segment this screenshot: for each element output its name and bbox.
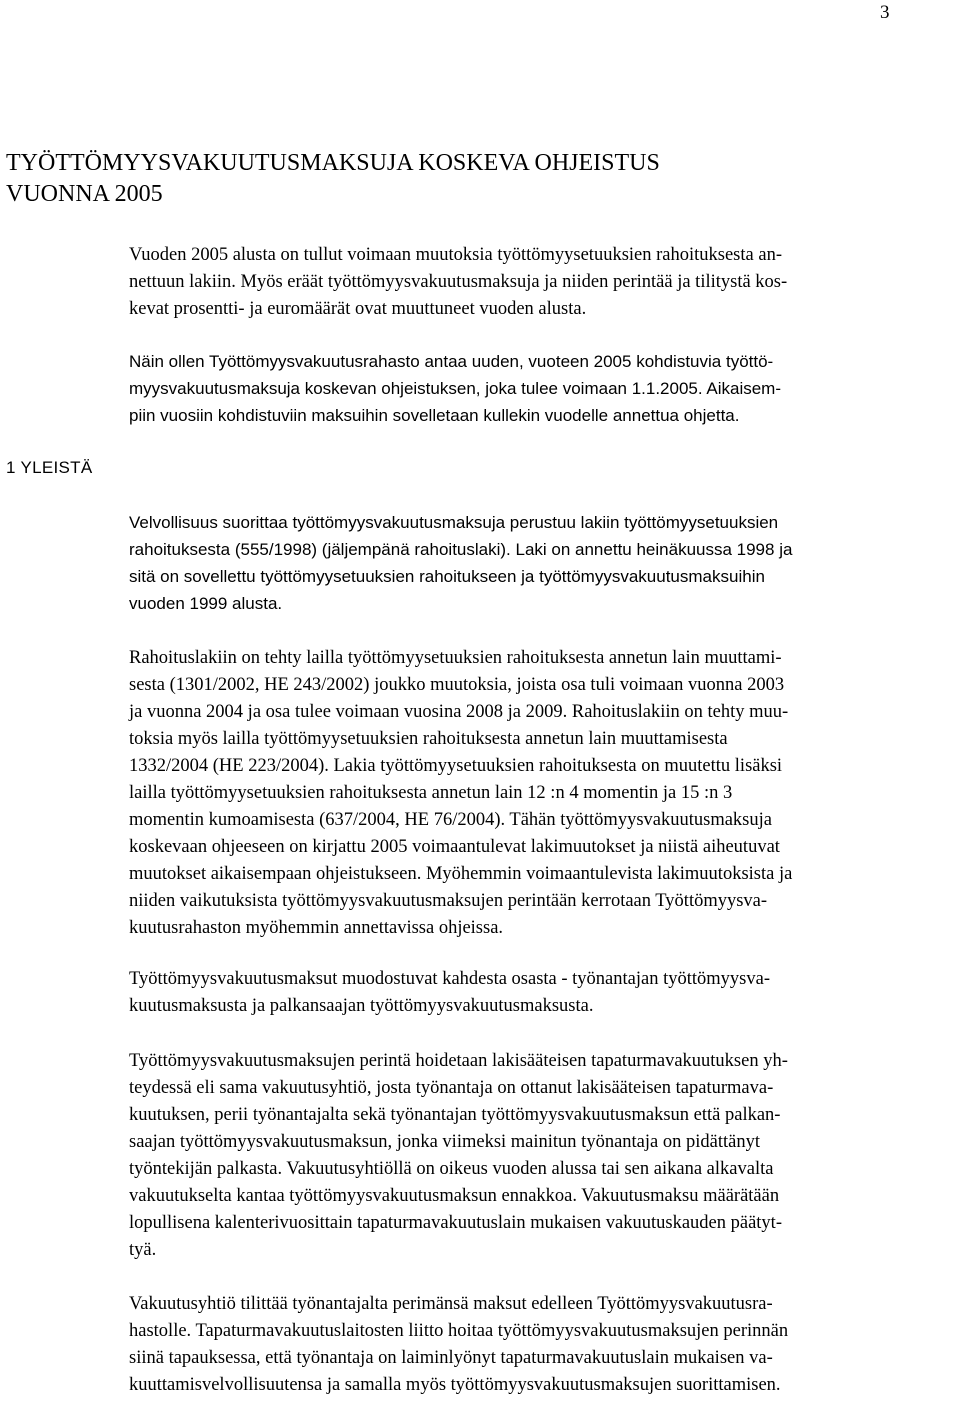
text-line: lopullisena kalenterivuosittain tapaturmavakuutuslain mukaisen vakuutuskauden päätyt-	[129, 1213, 782, 1233]
text-line: 1332/2004 (HE 223/2004). Lakia työttömyysetuuksien rahoituksesta on muutettu lisäksi	[129, 756, 783, 776]
title-line: VUONNA 2005	[6, 181, 163, 207]
text-line: kevat prosentti- ja euromäärät ovat muuttuneet vuoden alusta.	[129, 299, 587, 319]
text-line: vuoden 1999 alusta.	[129, 594, 283, 613]
text-line: tyä.	[129, 1240, 157, 1260]
text-line: Näin ollen Työttömyysvakuutusrahasto antaa uuden, vuoteen 2005 kohdistuvia työttö-	[129, 352, 774, 371]
text-line: kuutusmaksusta ja palkansaajan työttömyysvakuutusmaksusta.	[129, 996, 594, 1016]
text-line: ja vuonna 2004 ja osa tulee voimaan vuosina 2008 ja 2009. Rahoituslakiin on tehty muu-	[129, 702, 789, 722]
text-line: myysvakuutusmaksuja koskevan ohjeistuksen, joka tulee voimaan 1.1.2005. Aikaisem-	[129, 379, 782, 398]
text-line: kuuttamisvelvollisuutensa ja samalla myös työttömyysvakuutusmaksujen suorittamisen.	[129, 1375, 781, 1395]
text-line: saajan työttömyysvakuutusmaksun, jonka viimeksi mainitun työnantaja on pidättänyt	[129, 1132, 760, 1152]
document-title	[6, 148, 906, 210]
text-line: Vuoden 2005 alusta on tullut voimaan muutoksia työttömyysetuuksien rahoituksesta an-	[129, 245, 782, 265]
section-paragraph	[129, 645, 951, 942]
text-line: vakuutukselta kantaa työttömyysvakuutusmaksun ennakkoa. Vakuutusmaksu määrätään	[129, 1186, 780, 1206]
text-line: momentin kumoamisesta (637/2004, HE 76/2004). Tähän työttömyysvakuutusmaksuja	[129, 810, 772, 830]
section-paragraph	[129, 966, 951, 1020]
page-number: 3	[880, 2, 890, 23]
text-line: kuutuksen, perii työnantajalta sekä työnantajan työttömyysvakuutusmaksun että palkan-	[129, 1105, 781, 1125]
text-line: teydessä eli sama vakuutusyhtiö, josta työnantaja on ottanut lakisääteisen tapaturmava-	[129, 1078, 774, 1098]
text-line: niiden vaikutuksista työttömyysvakuutusmaksujen perintään kerrotaan Työttömyysva-	[129, 891, 768, 911]
intro-paragraph	[129, 242, 951, 323]
text-line: sesta (1301/2002, HE 243/2002) joukko muutoksia, joista osa tuli voimaan vuonna 2003	[129, 675, 785, 695]
title-line: TYÖTTÖMYYSVAKUUTUSMAKSUJA KOSKEVA OHJEISTUS	[6, 150, 660, 176]
text-line: rahoituksesta (555/1998) (jäljempänä rahoituslaki). Laki on annettu heinäkuussa 1998 ja	[129, 540, 793, 559]
text-line: sitä on sovellettu työttömyysetuuksien rahoitukseen ja työttömyysvakuutusmaksuihin	[129, 567, 765, 586]
section-paragraph	[129, 1048, 951, 1264]
text-line: Velvollisuus suorittaa työttömyysvakuutusmaksuja perustuu lakiin työttömyysetuuksien	[129, 513, 779, 532]
text-line: piin vuosiin kohdistuviin maksuihin sovelletaan kullekin vuodelle annettua ohjetta.	[129, 406, 740, 425]
text-line: työntekijän palkasta. Vakuutusyhtiöllä on oikeus vuoden alussa tai sen aikana alkavalta	[129, 1159, 774, 1179]
text-line: lailla työttömyysetuuksien rahoituksesta annetun lain 12 :n 4 momentin ja 15 :n 3	[129, 783, 733, 803]
intro-paragraph	[129, 348, 951, 429]
text-line: Vakuutusyhtiö tilittää työnantajalta perimänsä maksut edelleen Työttömyysvakuutusra-	[129, 1294, 773, 1314]
text-line: Rahoituslakiin on tehty lailla työttömyysetuuksien rahoituksesta annetun lain muuttami-	[129, 648, 782, 668]
text-line: kuutusrahaston myöhemmin annettavissa ohjeissa.	[129, 918, 504, 938]
text-line: Työttömyysvakuutusmaksut muodostuvat kahdesta osasta - työnantajan työttömyysva-	[129, 969, 770, 989]
text-line: toksia myös lailla työttömyysetuuksien rahoituksesta annetun lain muuttamisesta	[129, 729, 728, 749]
text-line: hastolle. Tapaturmavakuutuslaitosten liitto hoitaa työttömyysvakuutusmaksujen perinnän	[129, 1321, 789, 1341]
text-line: koskevaan ohjeeseen on kirjattu 2005 voimaantulevat lakimuutokset ja niistä aiheutuvat	[129, 837, 780, 857]
text-line: nettuun lakiin. Myös eräät työttömyysvakuutusmaksuja ja niiden perintää ja tilitystä kos-	[129, 272, 788, 292]
text-line: muutokset aikaisempaan ohjeistukseen. Myöhemmin voimaantulevista lakimuutoksista ja	[129, 864, 793, 884]
section-heading: 1 YLEISTÄ	[6, 458, 93, 477]
section-paragraph	[129, 509, 951, 617]
text-line: Työttömyysvakuutusmaksujen perintä hoidetaan lakisääteisen tapaturmavakuutuksen yh-	[129, 1051, 788, 1071]
section-paragraph	[129, 1291, 951, 1399]
text-line: siinä tapauksessa, että työnantaja on laiminlyönyt tapaturmavakuutuslain mukaisen va-	[129, 1348, 773, 1368]
